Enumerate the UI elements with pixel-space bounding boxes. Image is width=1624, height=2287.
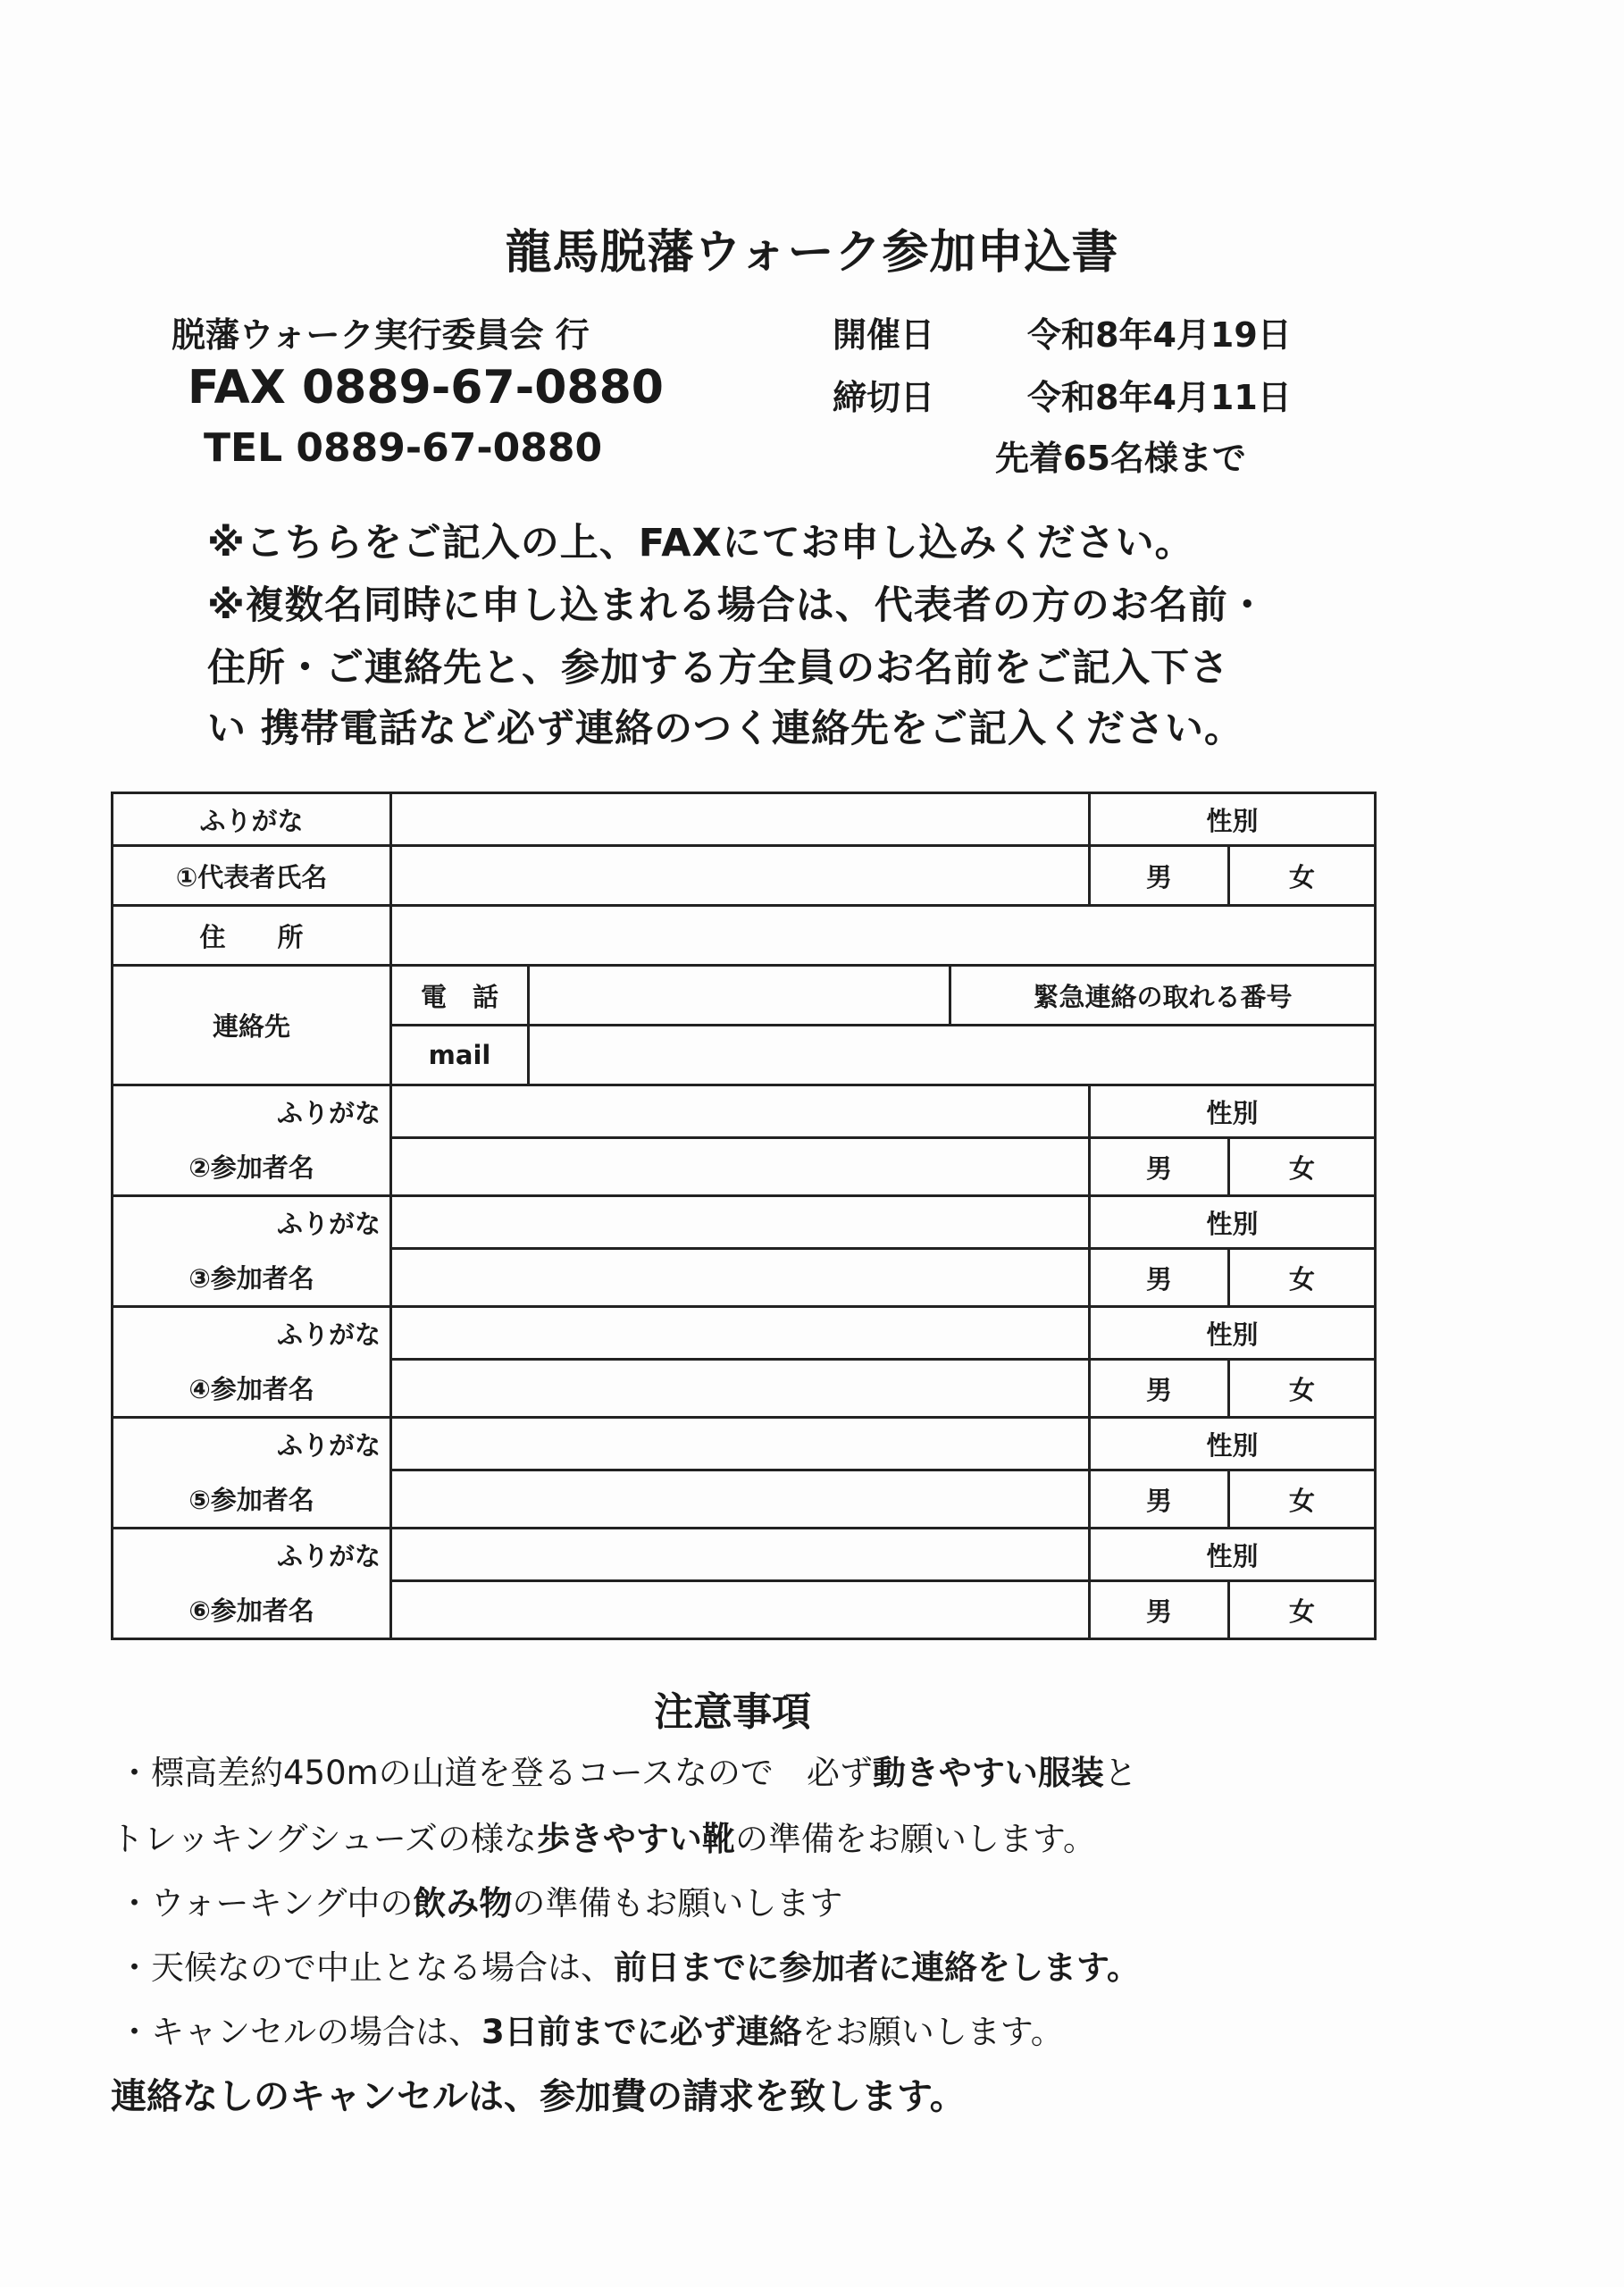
p2-gender-label: 性別 [1090,1085,1376,1138]
note-line-4 [118,1940,1140,1989]
contact-label: 連絡先 [113,966,391,1085]
p6-furigana-input[interactable] [391,1529,1090,1581]
note-line-3 [118,1876,842,1924]
p6-furigana-label: ふりがな [113,1529,391,1581]
p4-gender-male[interactable]: 男 [1090,1360,1229,1418]
address-input[interactable] [391,906,1376,966]
note-line-1 [118,1746,1137,1794]
note-line-2 [111,1812,1096,1860]
p3-name-label: ③参加者名 [113,1249,391,1307]
p5-name-input[interactable] [391,1470,1090,1529]
p4-name-label: ④参加者名 [113,1360,391,1418]
application-form-table [111,792,1377,1640]
note-2-end: の準備をお願いします。 [734,1820,1096,1858]
p5-gender-female[interactable]: 女 [1229,1470,1376,1529]
p2-name-input[interactable] [391,1138,1090,1196]
instruction-4: い 携帯電話など必ず連絡のつく連絡先をご記入ください。 [207,707,1243,751]
p5-furigana-label: ふりがな [113,1418,391,1470]
note-1-bold: 動きやすい服装 [872,1754,1104,1792]
tel-number: TEL 0889-67-0880 [204,425,603,471]
instruction-3: 住所・ご連絡先と、参加する方全員のお名前をご記入下さ [207,646,1229,691]
note-1-end: と [1103,1754,1137,1792]
p4-name-input[interactable] [391,1360,1090,1418]
note-2-bold: 歩きやすい靴 [536,1820,735,1858]
note-4-text: ・天候なので中止となる場合は、 [118,1948,614,1987]
note-2-text: トレッキングシューズの様な [111,1820,537,1858]
p5-furigana-input[interactable] [391,1418,1090,1470]
p3-gender-male[interactable]: 男 [1090,1249,1229,1307]
deadline-label: 締切日 [833,378,935,417]
p5-gender-label: 性別 [1090,1418,1376,1470]
p3-furigana-input[interactable] [391,1196,1090,1249]
note-5-text: ・キャンセルの場合は、 [118,2013,481,2051]
page-title: 龍馬脱藩ウォーク参加申込書 [505,226,1119,280]
instruction-2: ※複数名同時に申し込まれる場合は、代表者の方のお名前・ [207,583,1268,628]
mail-label: mail [391,1026,529,1085]
note-1-text: ・標高差約450mの山道を登るコースなので 必ず [118,1754,873,1792]
note-3-text: ・ウォーキング中の [118,1884,414,1923]
instruction-1: ※こちらをご記入の上、FAXにてお申し込みください。 [207,521,1194,565]
p4-gender-female[interactable]: 女 [1229,1360,1376,1418]
p6-name-input[interactable] [391,1581,1090,1639]
rep-gender-label: 性別 [1090,793,1376,846]
p6-gender-label: 性別 [1090,1529,1376,1581]
emergency-phone-field[interactable]: 緊急連絡の取れる番号 [950,966,1376,1026]
p6-gender-male[interactable]: 男 [1090,1581,1229,1639]
note-4-bold: 前日までに参加者に連絡をします。 [614,1948,1141,1987]
event-date-value: 令和8年4月19日 [1027,315,1292,355]
p5-name-label: ⑤参加者名 [113,1470,391,1529]
cancellation-warning: 連絡なしのキャンセルは、参加費の請求を致します。 [111,2076,966,2117]
fax-number: FAX 0889-67-0880 [188,361,664,415]
p2-gender-female[interactable]: 女 [1229,1138,1376,1196]
mail-input[interactable] [529,1026,1376,1085]
p2-name-label: ②参加者名 [113,1138,391,1196]
p6-gender-female[interactable]: 女 [1229,1581,1376,1639]
p3-name-input[interactable] [391,1249,1090,1307]
event-date-label: 開催日 [833,315,935,355]
note-line-5 [118,2005,1064,2053]
deadline-value: 令和8年4月11日 [1027,378,1292,417]
rep-furigana-label: ふりがな [113,793,391,846]
p2-gender-male[interactable]: 男 [1090,1138,1229,1196]
p3-gender-label: 性別 [1090,1196,1376,1249]
rep-name-input[interactable] [391,846,1090,906]
note-5-bold: 3日前までに必ず連絡 [481,2013,802,2051]
p4-furigana-input[interactable] [391,1307,1090,1360]
p2-furigana-input[interactable] [391,1085,1090,1138]
rep-name-label: ①代表者氏名 [113,846,391,906]
rep-furigana-input[interactable] [391,793,1090,846]
p3-gender-female[interactable]: 女 [1229,1249,1376,1307]
note-3-end: の準備もお願いします [512,1884,843,1923]
phone-label: 電 話 [391,966,529,1026]
rep-gender-female[interactable]: 女 [1229,846,1376,906]
p2-furigana-label: ふりがな [113,1085,391,1138]
capacity: 先着65名様まで [995,439,1246,478]
notice-title: 注意事項 [654,1689,811,1735]
rep-gender-male[interactable]: 男 [1090,846,1229,906]
p6-name-label: ⑥参加者名 [113,1581,391,1639]
p4-furigana-label: ふりがな [113,1307,391,1360]
p3-furigana-label: ふりがな [113,1196,391,1249]
phone-input[interactable] [529,966,950,1026]
p5-gender-male[interactable]: 男 [1090,1470,1229,1529]
p4-gender-label: 性別 [1090,1307,1376,1360]
address-label: 住 所 [113,906,391,966]
note-3-bold: 飲み物 [413,1884,513,1923]
note-5-end: をお願いします。 [801,2013,1064,2051]
recipient: 脱藩ウォーク実行委員会 行 [172,315,590,355]
